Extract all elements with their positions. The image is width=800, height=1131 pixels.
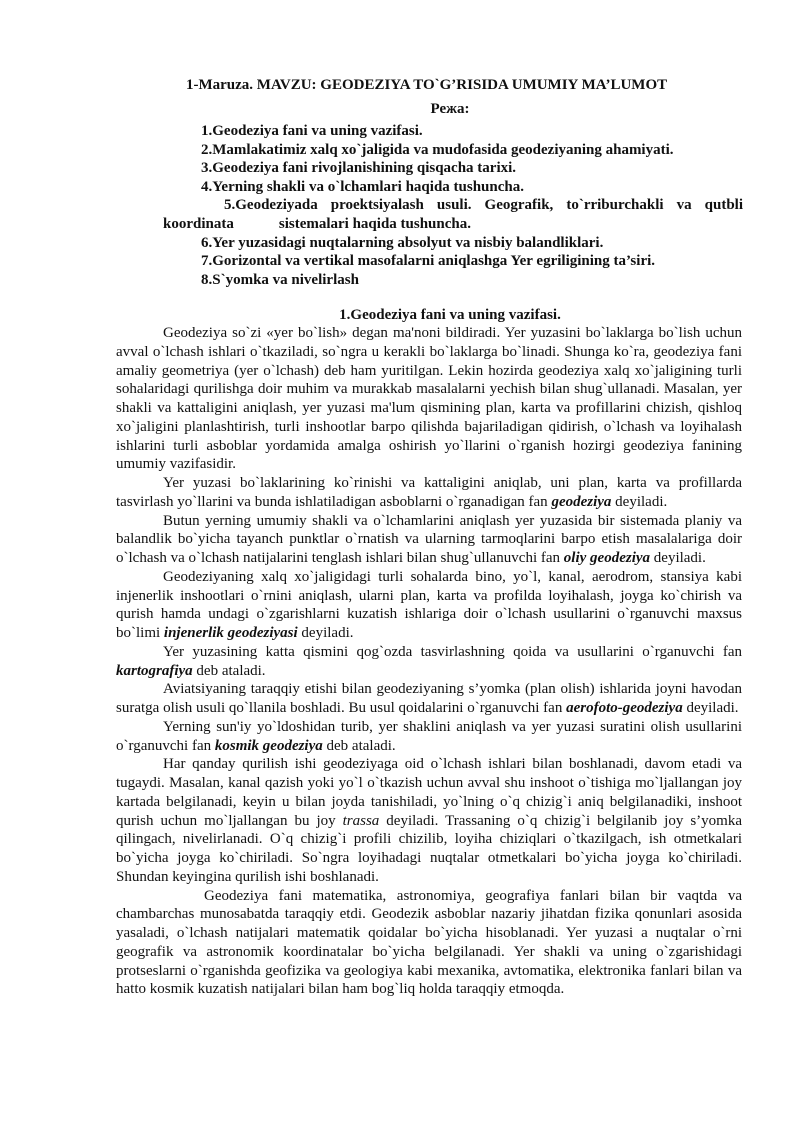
term: oliy geodeziya (563, 550, 651, 566)
paragraph-tail: deyiladi. Trassaning o`q chizig`i belgilanib joy s’yomka qilingach, nivelirlanadi. O`q chizig`i profili chizilib, loyiha chiziqlari o`tkazilgach, ish otmetkalari bo`yicha joyga ko`chiriladi. So`ngra loyihadagi nuqtalar otmetkalari bo`yicha joyga ko`chiriladi. Shundan keyingina qurilish ishi boshlanadi. (116, 812, 742, 885)
paragraph (116, 512, 742, 568)
plan-item: 2.Mamlakatimiz xalq xo`jaligida va mudofasida geodeziyaning ahamiyati. (201, 141, 674, 158)
paragraph (116, 568, 742, 643)
term: trassa (342, 812, 380, 829)
paragraph-text: Yerning sun'iy yo`ldoshidan turib, yer shaklini aniqlash va yer yuzasi suratini olish usullarini o`rganuvchi fan (116, 718, 742, 754)
term: kosmik geodeziya (214, 737, 323, 754)
term: geodeziya (551, 493, 612, 510)
plan-item: 1.Geodeziya fani va uning vazifasi. (201, 123, 423, 139)
paragraph-tail: deyiladi. (650, 550, 706, 566)
plan-item-5-line-1: 5.Geodeziyada proektsiyalash usuli. Geografik, to`rriburchakli va qutbli (224, 197, 743, 214)
paragraph (116, 680, 742, 718)
plan-item-5-line-2 (163, 215, 743, 234)
lecture-title: 1-Maruza. MAVZU: GEODEZIYA TO`G’RISIDA UMUMIY MA’LUMOT (186, 77, 668, 93)
paragraph (116, 718, 742, 756)
plan-item: 8.S`yomka va nivelirlash (201, 271, 359, 288)
paragraph-tail: deb ataladi. (322, 737, 396, 754)
plan-item: 7.Gorizontal va vertikal masofalarni aniqlashga Yer egriligining ta’siri. (201, 253, 656, 270)
paragraph-tail: deyiladi. (297, 625, 354, 641)
paragraph-text: Yer yuzasining katta qismini qog`ozda tasvirlashning qoida va usullarini o`rganuvchi fan (163, 643, 742, 660)
term: kartografiya (116, 662, 193, 679)
paragraph-text: Geodeziyaning xalq xo`jaligidagi turli sohalarda bino, yo`l, kanal, aerodrom, stansiya kabi injenerlik inshootlari o`rnini aniqlash, ularni plan, karta va profilda loyihalash, joyga ko`chirish va qurish hamda undagi o`zgarishlarni kuzatish ishlariga doir o`lchash usullarini o`rganuvchi maxsus bo`limi (116, 568, 742, 641)
section-title: 1.Geodeziya fani va uning vazifasi. (339, 307, 561, 323)
paragraph (116, 474, 742, 512)
plan-item: 4.Yerning shakli va o`lchamlari haqida tushuncha. (201, 178, 524, 195)
paragraph-text: Aviatsiyaning taraqqiy etishi bilan geodeziyaning s’yomka (plan olish) ishlarida joyni havodan suratga olish usuli qo`llanila boshladi. Bu usul qoidalarini o`rganuvchi fan (116, 681, 742, 716)
plan-item: 3.Geodeziya fani rivojlanishining qisqacha tarixi. (201, 160, 517, 177)
paragraph-text: Har qanday qurilish ishi geodeziyaga oid o`lchash ishlari bilan boshlanadi, davom etadi va tugaydi. Masalan, kanal qazish yoki yo`l o`tkazish uchun avval shu inshoot o`tishiga mo`ljallangan joy kartada belgilanadi, keyin u bilan joyda tanishiladi, yo`lning o`q chizig`i aniq belgilanadiki, inshoot qurish uchun mo`ljallangan bu joy (116, 756, 742, 829)
plan-item: 6.Yer yuzasidagi nuqtalarning absolyut va nisbiy balandliklari. (201, 234, 604, 251)
paragraph-text: Yer yuzasi bo`laklarining ko`rinishi va kattaligini aniqlab, uni plan, karta va profillarda tasvirlash yo`llarini va bunda ishlatiladigan asboblarni o`rganadigan fan (116, 475, 742, 510)
paragraph (116, 755, 742, 886)
paragraph-tail: deyiladi. (611, 493, 668, 510)
term: injenerlik geodeziyasi (163, 625, 298, 641)
body-text (116, 324, 742, 999)
paragraph: Geodeziya fani matematika, astronomiya, geografiya fanlari bilan bir vaqtda va chambarchas munosabatda taraqqiy etdi. Geodezik asboblar nazariy jihatdan fizika qonunlari asosida yasaladi, o`lchash natijalari matematik qoidalar bo`yicha hisoblanadi. Yer yuzasi a nuqtalar o`rni geografik va astronomik koordinatalar bo`yicha belgilanadi. Yer shakli va uning o`zgarishidagi protseslarni o`rganishda geofizika va geologiya kabi mexanika, avtomatika, elektronika fanlari bilan va hatto kosmik kuzatish natijalari bilan ham bog`liq holda taraqqiy etmoqda. (116, 887, 742, 998)
paragraph: Geodeziya so`zi «yer bo`lish» degan ma'noni bildiradi. Yer yuzasini bo`laklarga bo`lish uchun avval o`lchash ishlari o`tkaziladi, so`ngra u kerakli bo`laklarga bo`linadi. Shunga ko`ra, geodeziya fani amaliy geometriya (yer o`lchash) deb ham yuritilgan. Lekin hozirda geodeziya xalq xo`jaligining turli sohalaridagi qurilishga doir muhim va murakkab masalalarni yechish bilan shug`ullanadi. Masalan, yer shakli va kattaligini aniqlash, yer yuzasi ma'lum qismining plan, karta va profillarini chizish, qishloq xo`jaligini planlashtirish, turli inshootlar barpo qilishda bajariladigan qidirish, o`lchash va loyihalash ishlarini turli asboblar yordamida amalga oshirish yo`llarini o`rganish hozirgi geodeziya fanining umumiy vazifasidir. (116, 325, 742, 473)
term: aerofoto-geodeziya (566, 700, 683, 716)
plan-heading: Режа: (430, 101, 470, 117)
paragraph-tail: deyiladi. (682, 700, 739, 716)
paragraph-text: Butun yerning umumiy shakli va o`lchamlarini aniqlash yer yuzasida bir sistemada planiy va balandlik bo`yicha tayanch punktlar o`rnatish va ularning tarmoqlarini barpo etish masalalariga doir o`lchash va o`lchash natijalarini tenglash ishlari bilan shug`ullanuvchi fan (116, 512, 742, 566)
plan-item-5-part-a: koordinata (163, 215, 234, 232)
paragraph-tail: deb ataladi. (192, 662, 266, 679)
paragraph (116, 643, 742, 681)
plan-item-5-part-b: sistemalari haqida tushuncha. (278, 215, 471, 232)
plan-list (163, 122, 743, 289)
